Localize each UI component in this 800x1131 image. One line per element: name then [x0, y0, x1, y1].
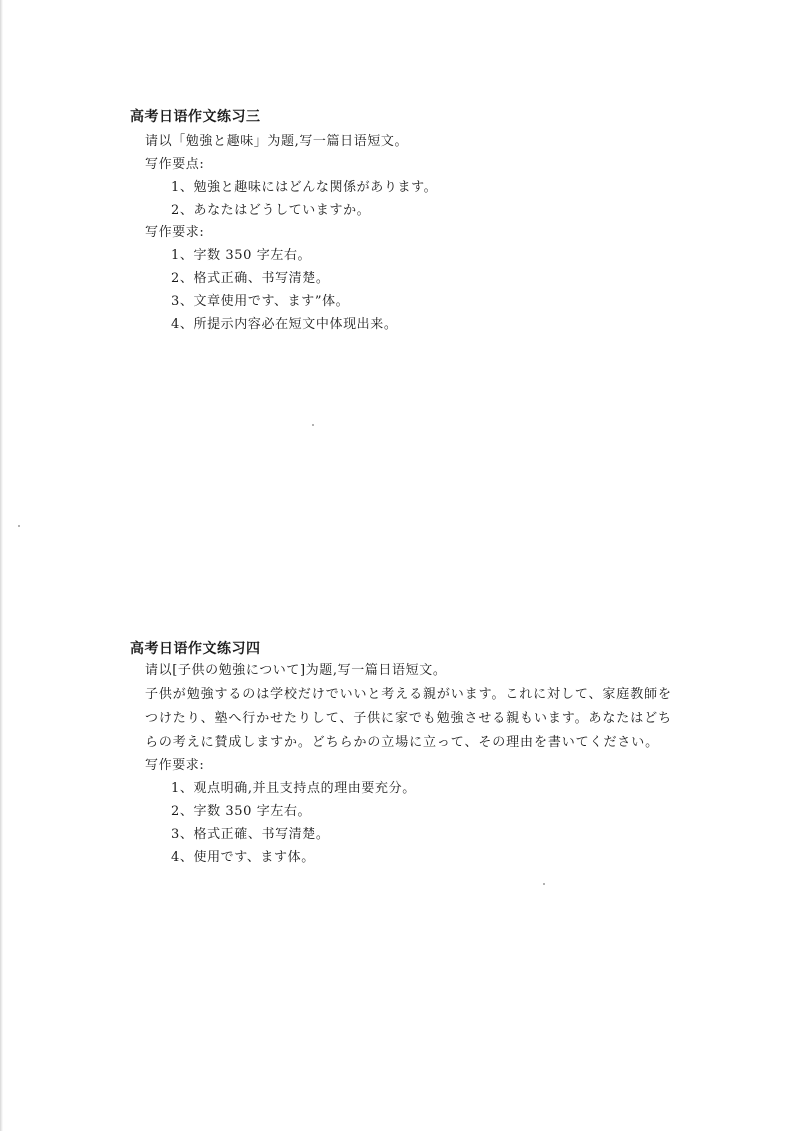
exercise-4-title: 高考日语作文练习四: [130, 641, 261, 657]
scan-speck: [18, 525, 20, 527]
scan-page-edge: [0, 0, 3, 1131]
exercise-3-requirement-3: 3、文章使用です、ます”体。: [171, 294, 350, 309]
exercise-4-requirement-3: 3、格式正確、书写清楚。: [171, 827, 330, 842]
exercise-4-requirement-4: 4、使用です、ます体。: [171, 850, 315, 865]
exercise-4-prompt: 请以[子供の勉強について]为题,写一篇日语短文。: [145, 663, 447, 678]
exercise-3-requirement-2: 2、格式正确、书写清楚。: [171, 271, 330, 286]
exercise-3-prompt: 请以「勉強と趣味」为题,写一篇日语短文。: [145, 134, 409, 149]
exercise-4-requirements-heading: 写作要求:: [145, 758, 205, 773]
scan-speck: [543, 883, 545, 885]
exercise-3-title: 高考日语作文练习三: [130, 109, 261, 125]
exercise-3-requirements-heading: 写作要求:: [145, 225, 205, 240]
exercise-4-requirement-1: 1、观点明确,并且支持点的理由要充分。: [171, 781, 416, 796]
exercise-4-paragraph-line-1: 子供が勉強するのは学校だけでいいと考える親がいます。これに対して、家庭教師を: [145, 687, 672, 702]
exercise-4-requirement-2: 2、字数 350 字左右。: [171, 804, 312, 819]
exercise-3-requirement-1: 1、字数 350 字左右。: [171, 248, 312, 263]
exercise-3-requirement-4: 4、所提示内容必在短文中体现出来。: [171, 317, 398, 332]
scan-speck: [312, 424, 314, 426]
exercise-4-paragraph-line-3: らの考えに賛成しますか。どちらかの立場に立って、その理由を書いてください。: [145, 735, 660, 750]
exercise-3-points-heading: 写作要点:: [145, 157, 205, 172]
exercise-3-point-1: 1、勉強と趣味にはどんな関係があります。: [171, 180, 438, 195]
exercise-4-paragraph-line-2: つけたり、塾へ行かせたりして、子供に家でも勉強させる親もいます。あなたはどち: [145, 711, 672, 726]
exercise-3-point-2: 2、あなたはどうしていますか。: [171, 203, 371, 218]
